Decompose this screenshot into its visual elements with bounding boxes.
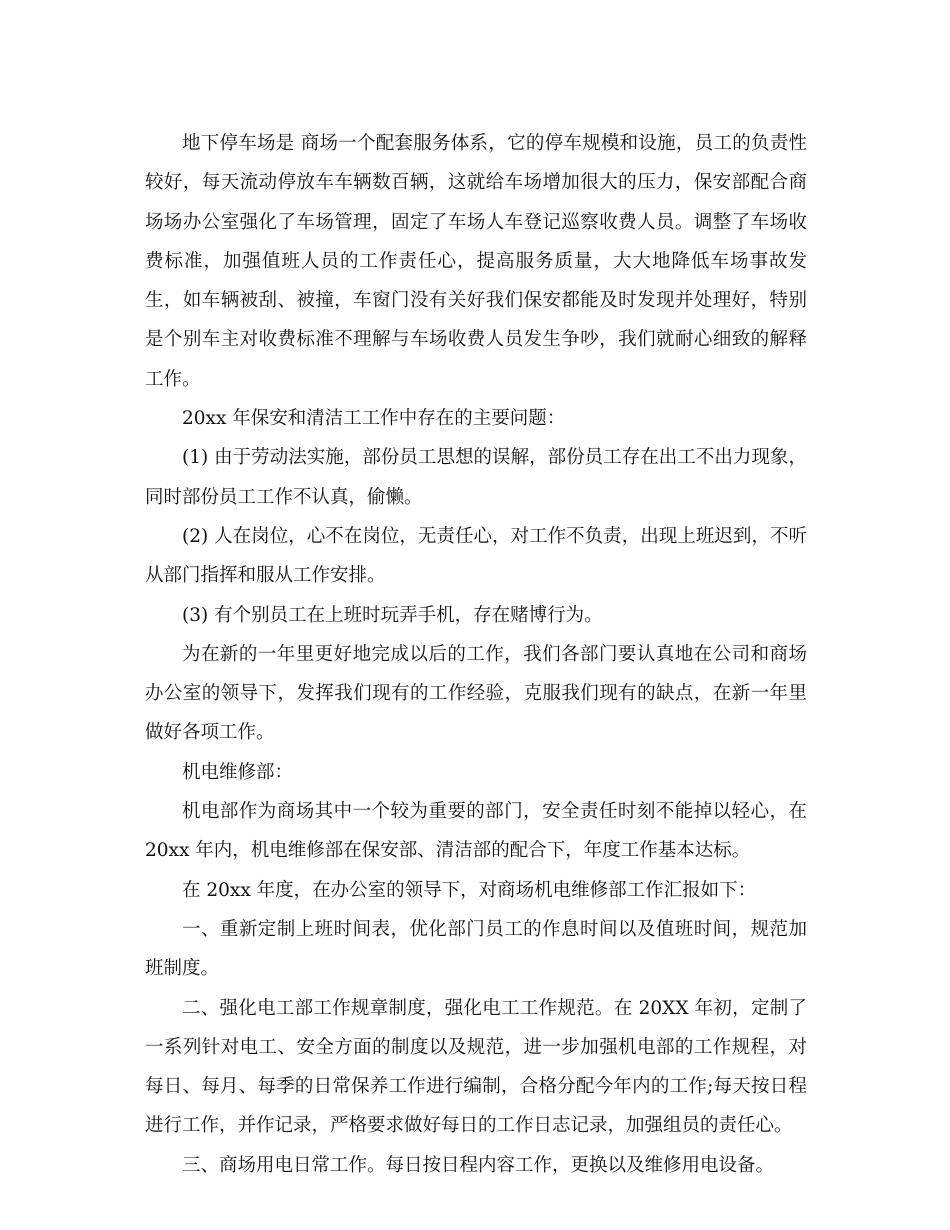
paragraph-main-problems-heading: 20xx 年保安和清洁工工作中存在的主要问题： (182, 408, 566, 430)
paragraph-problem-3: (3) 有个别员工在上班时玩弄手机，存在赌博行为。 (182, 604, 603, 626)
paragraph-problem-1: (1) 由于劳动法实施，部份员工思想的误解，部份员工存在出工不出力现象，同时部份员工工作不认真，偷懒。 (145, 447, 807, 508)
paragraph-item-3: 三、商场用电日常工作。每日按日程内容工作，更换以及维修用电设备。 (182, 1154, 775, 1176)
paragraph-mep-heading: 机电维修部： (182, 761, 294, 783)
paragraph-item-2: 二、强化电工部工作规章制度，强化电工工作规范。在 20XX 年初，定制了一系列针对电工、安全方面的制度以及规范，进一步加强机电部的工作规程，对每日、每月、每季的日常保养工作进行编制，合格分配今年内的工作;每天按日程进行工作，并作记录，严格要求做好每日的工作日志记录，加强组员的责任心。 (145, 997, 807, 1137)
document-body (145, 124, 807, 1185)
paragraph-problem-2: (2) 人在岗位，心不在岗位，无责任心，对工作不负责，出现上班迟到，不听从部门指挥和服从工作安排。 (145, 525, 807, 587)
paragraph-item-1: 一、重新定制上班时间表，优化部门员工的作息时间以及值班时间，规范加班制度。 (145, 918, 807, 980)
paragraph-mep-report-intro: 在 20xx 年度，在办公室的领导下，对商场机电维修部工作汇报如下： (182, 879, 757, 901)
paragraph-parking-lot: 地下停车场是 商场一个配套服务体系，它的停车规模和设施，员工的负责性较好，每天流动停放车车辆数百辆，这就给车场增加很大的压力，保安部配合商场场办公室强化了车场管理，固定了车场人车登记巡察收费人员。调整了车场收费标准，加强值班人员的工作责任心，提高服务质量，大大地降低车场事故发生，如车辆被刮、被撞，车窗门没有关好我们保安都能及时发现并处理好，特别是个别车主对收费标准不理解与车场收费人员发生争吵，我们就耐心细致的解释工作。 (145, 133, 807, 390)
paragraph-mep-intro: 机电部作为商场其中一个较为重要的部门，安全责任时刻不能掉以轻心，在 20xx 年内，机电维修部在保安部、清洁部的配合下，年度工作基本达标。 (145, 801, 807, 862)
paragraph-next-year-plan: 为在新的一年里更好地完成以后的工作，我们各部门要认真地在公司和商场办公室的领导下，发挥我们现有的工作经验，克服我们现有的缺点，在新一年里做好各项工作。 (145, 643, 807, 744)
